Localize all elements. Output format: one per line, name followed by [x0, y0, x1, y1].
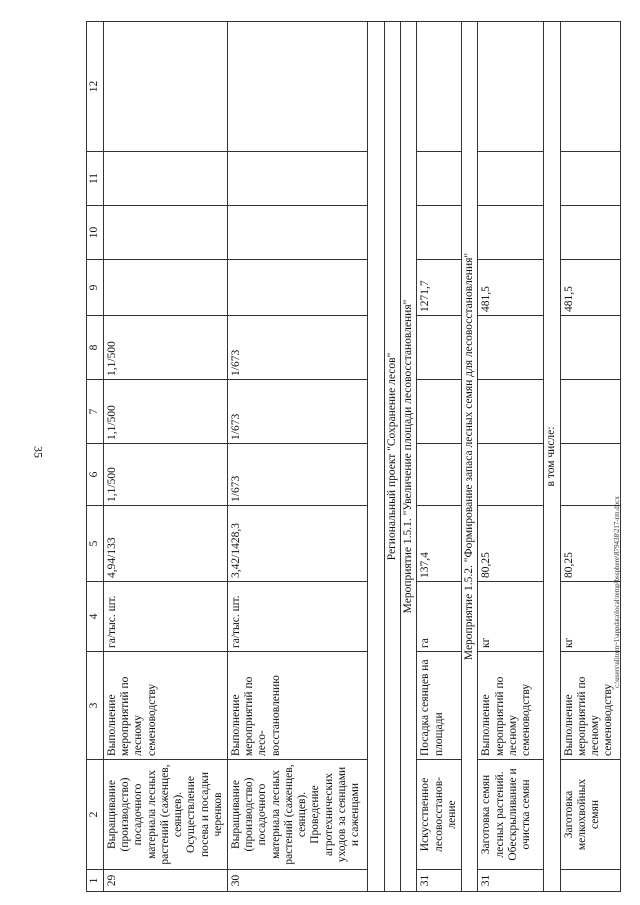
value-cell	[104, 152, 228, 206]
row-number: 31	[478, 870, 544, 892]
including-label: в том числе:	[544, 22, 560, 892]
section-row	[544, 22, 560, 892]
header-cell: 2	[87, 760, 104, 870]
value-cell	[560, 152, 620, 206]
measure-heading: Мероприятие 1.5.1. "Увеличение площади лесовосстановления"	[401, 22, 417, 892]
header-cell: 4	[87, 582, 104, 652]
work-type-cell: Выращивание (производство) посадочного материала лесных растений (саженцев, сеянцев). Проведение агротехнических уходов за сеянцами и саженцами	[227, 760, 367, 870]
value-cell	[560, 22, 620, 152]
measure-heading: Мероприятие 1.5.2. "Формирование запаса лесных семян для лесовосстановления"	[462, 22, 478, 892]
table-row	[478, 22, 544, 892]
section-row	[462, 22, 478, 892]
value-cell: 481,5	[560, 260, 620, 316]
table-row	[417, 22, 462, 892]
value-cell	[560, 206, 620, 260]
value-cell: 1,1/500	[104, 380, 228, 444]
header-cell: 6	[87, 444, 104, 506]
value-cell	[478, 152, 544, 206]
header-cell: 11	[87, 152, 104, 206]
value-cell	[104, 260, 228, 316]
header-cell: 10	[87, 206, 104, 260]
value-cell: 481,5	[478, 260, 544, 316]
value-cell: 80,25	[478, 506, 544, 582]
value-cell	[417, 380, 462, 444]
footer-file-path: c:\users\ulitorn~1\appdata\local\temp\bssphere\879438\217-rm.docx	[613, 496, 621, 688]
activity-cell: Выполнение мероприятий по лесному семеноводству	[478, 652, 544, 760]
header-cell: 1	[87, 870, 104, 892]
unit-cell: га	[417, 582, 462, 652]
value-cell	[227, 260, 367, 316]
work-type-cell: Заготовка семян лесных растений. Обескрыливание и очистка семян	[478, 760, 544, 870]
unit-cell: га/тыс. шт.	[227, 582, 367, 652]
row-number	[560, 870, 620, 892]
value-cell	[478, 316, 544, 380]
header-cell: 5	[87, 506, 104, 582]
value-cell	[104, 22, 228, 152]
activities-table	[86, 21, 621, 892]
table-row	[227, 22, 367, 892]
unit-cell: кг	[478, 582, 544, 652]
rotated-table-area	[86, 22, 615, 892]
value-cell	[104, 206, 228, 260]
value-cell: 1,1/500	[104, 444, 228, 506]
activity-cell: Выполнение мероприятий по лесо-восстановлению	[227, 652, 367, 760]
regional-project-heading: Региональный проект "Сохранение лесов"	[384, 22, 400, 892]
value-cell	[478, 380, 544, 444]
row-number: 30	[227, 870, 367, 892]
header-cell: 9	[87, 260, 104, 316]
header-cell: 12	[87, 22, 104, 152]
value-cell: 1/673	[227, 380, 367, 444]
row-number: 29	[104, 870, 228, 892]
table-row	[560, 22, 620, 892]
activity-cell: Посадка сеянцев на площади	[417, 652, 462, 760]
value-cell	[560, 444, 620, 506]
value-cell: 1,1/500	[104, 316, 228, 380]
value-cell	[227, 22, 367, 152]
header-row	[87, 22, 104, 892]
work-type-cell: Выращивание (производство) посадочного материала лесных растений (саженцев, сеянцев). Осуществление посева и посадки черенков	[104, 760, 228, 870]
value-cell	[227, 206, 367, 260]
value-cell	[560, 316, 620, 380]
landscape-page	[86, 22, 615, 892]
value-cell	[478, 22, 544, 152]
work-type-cell: Заготовка мелкохвойных семян	[560, 760, 620, 870]
activity-cell: Выполнение мероприятий по лесному семеноводству	[104, 652, 228, 760]
value-cell	[478, 444, 544, 506]
value-cell	[227, 152, 367, 206]
value-cell: 1/673	[227, 316, 367, 380]
value-cell	[478, 206, 544, 260]
activity-cell: Выполнение мероприятий по лесному семеноводству	[560, 652, 620, 760]
value-cell	[417, 22, 462, 152]
value-cell: 80,25	[560, 506, 620, 582]
work-type-cell: Искусственное лесовосстанов-ление	[417, 760, 462, 870]
spacer-cell	[367, 22, 384, 892]
spacer-row	[367, 22, 384, 892]
header-cell: 3	[87, 652, 104, 760]
value-cell: 1/673	[227, 444, 367, 506]
section-row	[384, 22, 400, 892]
value-cell: 137,4	[417, 506, 462, 582]
value-cell	[560, 380, 620, 444]
value-cell: 1271,7	[417, 260, 462, 316]
value-cell	[417, 316, 462, 380]
value-cell: 3,42/1428,3	[227, 506, 367, 582]
value-cell	[417, 152, 462, 206]
section-row	[401, 22, 417, 892]
header-cell: 7	[87, 380, 104, 444]
value-cell	[417, 206, 462, 260]
value-cell: 4,94/133	[104, 506, 228, 582]
unit-cell: кг	[560, 582, 620, 652]
row-number: 31	[417, 870, 462, 892]
value-cell	[417, 444, 462, 506]
page-number: 35	[31, 446, 46, 458]
unit-cell: га/тыс. шт.	[104, 582, 228, 652]
header-cell: 8	[87, 316, 104, 380]
table-row	[104, 22, 228, 892]
